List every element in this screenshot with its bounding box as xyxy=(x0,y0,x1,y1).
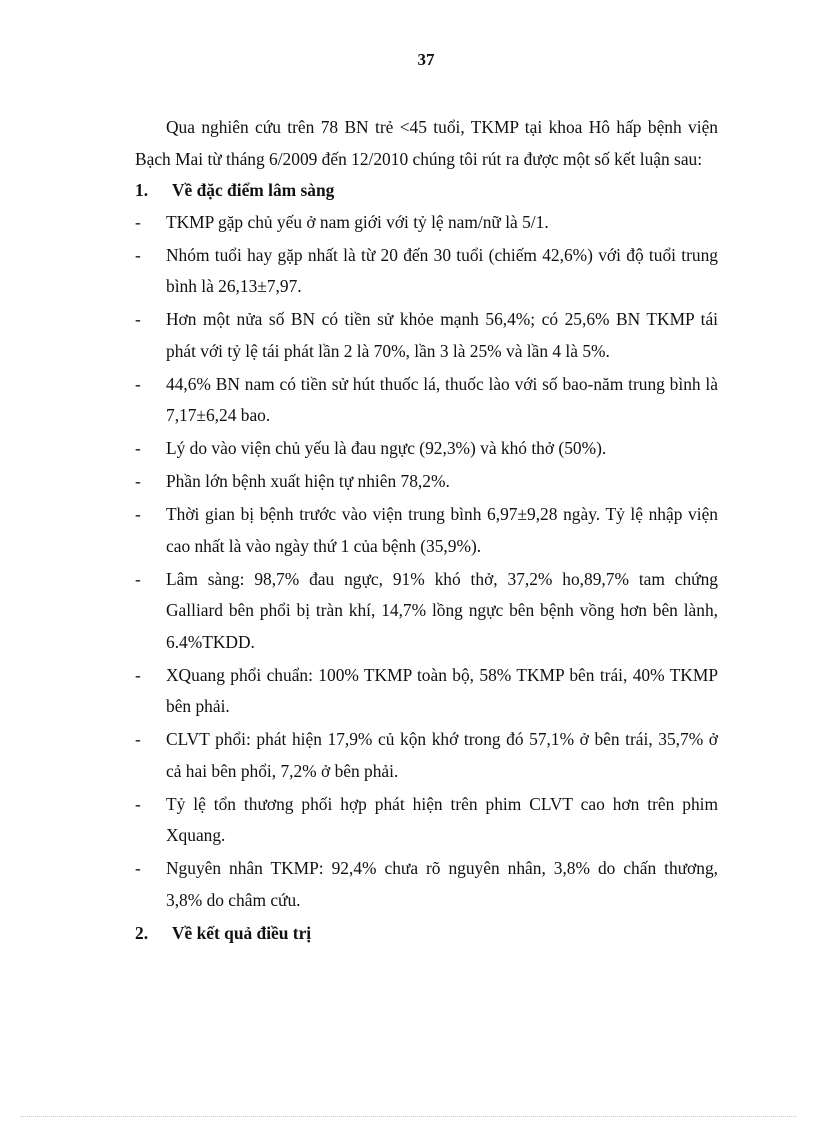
list-item-text: Lâm sàng: 98,7% đau ngực, 91% khó thở, 37,2% ho,89,7% tam chứng Galliard bên phổi bị tràn khí, 14,7% lồng ngực bên bệnh vồng hơn bên lành, 6.4%TKDD. xyxy=(166,568,718,652)
list-item-text: XQuang phổi chuẩn: 100% TKMP toàn bộ, 58% TKMP bên trái, 40% TKMP bên phải. xyxy=(166,664,718,716)
list-item xyxy=(135,499,718,562)
list-item xyxy=(135,433,718,465)
bullet-dash: - xyxy=(135,244,141,265)
list-item xyxy=(135,240,718,303)
list-item xyxy=(135,564,718,659)
intro-paragraph: Qua nghiên cứu trên 78 BN trẻ <45 tuổi, TKMP tại khoa Hô hấp bệnh viện Bạch Mai từ tháng 6/2009 đến 12/2010 chúng tôi rút ra được một số kết luận sau: xyxy=(135,117,718,169)
bullet-dash: - xyxy=(135,504,141,524)
list-item-text: Phần lớn bệnh xuất hiện tự nhiên 78,2%. xyxy=(166,471,450,491)
section-heading-clinical xyxy=(135,175,718,207)
bullet-dash: - xyxy=(135,664,141,685)
list-item xyxy=(135,369,718,432)
page-bottom-divider xyxy=(20,1116,796,1117)
list-item-text: Thời gian bị bệnh trước vào viện trung bình 6,97±9,28 ngày. Tỷ lệ nhập viện cao nhất là vào ngày thứ 1 của bệnh (35,9%). xyxy=(166,504,718,556)
bullet-dash: - xyxy=(135,438,141,458)
list-item xyxy=(135,789,718,852)
list-item xyxy=(135,853,718,916)
section-number: 1. xyxy=(135,180,149,200)
bullet-dash: - xyxy=(135,373,141,394)
section-title: Về đặc điểm lâm sàng xyxy=(172,180,335,200)
list-item-text: CLVT phổi: phát hiện 17,9% củ kộn khớ trong đó 57,1% ở bên trái, 35,7% ở cả hai bên phổi, 7,2% ở bên phải. xyxy=(166,729,718,781)
list-item-text: TKMP gặp chủ yếu ở nam giới với tỷ lệ nam/nữ là 5/1. xyxy=(166,211,549,232)
bullet-dash: - xyxy=(135,211,141,232)
document-body xyxy=(135,112,718,949)
section-heading-treatment xyxy=(135,918,718,950)
list-item-text: 44,6% BN nam có tiền sử hút thuốc lá, thuốc lào với số bao-năm trung bình là 7,17±6,24 bao. xyxy=(166,373,718,425)
list-item xyxy=(135,724,718,787)
list-item-text: Nguyên nhân TKMP: 92,4% chưa rõ nguyên nhân, 3,8% do chấn thương, 3,8% do châm cứu. xyxy=(166,858,718,910)
list-item xyxy=(135,466,718,498)
section-number: 2. xyxy=(135,922,149,943)
list-item xyxy=(135,660,718,723)
list-item-text: Hơn một nửa số BN có tiền sử khỏe mạnh 56,4%; có 25,6% BN TKMP tái phát với tỷ lệ tái phát lần 2 là 70%, lần 3 là 25% và lần 4 là 5%. xyxy=(166,309,718,361)
bullet-dash: - xyxy=(135,793,141,814)
list-item xyxy=(135,207,718,239)
list-item xyxy=(135,304,718,367)
list-item-text: Nhóm tuổi hay gặp nhất là từ 20 đến 30 tuổi (chiếm 42,6%) với độ tuổi trung bình là 26,13±7,97. xyxy=(166,244,718,296)
bullet-dash: - xyxy=(135,568,141,589)
bullet-dash: - xyxy=(135,729,141,749)
bullet-dash: - xyxy=(135,309,141,329)
page-number: 37 xyxy=(417,50,435,69)
list-item-text: Lý do vào viện chủ yếu là đau ngực (92,3%) và khó thở (50%). xyxy=(166,438,607,458)
bullet-dash: - xyxy=(135,471,141,491)
bullet-dash: - xyxy=(135,858,141,878)
findings-list xyxy=(135,207,718,917)
section-title: Về kết quả điều trị xyxy=(172,922,312,943)
list-item-text: Tỷ lệ tổn thương phối hợp phát hiện trên phim CLVT cao hơn trên phim Xquang. xyxy=(166,793,718,845)
